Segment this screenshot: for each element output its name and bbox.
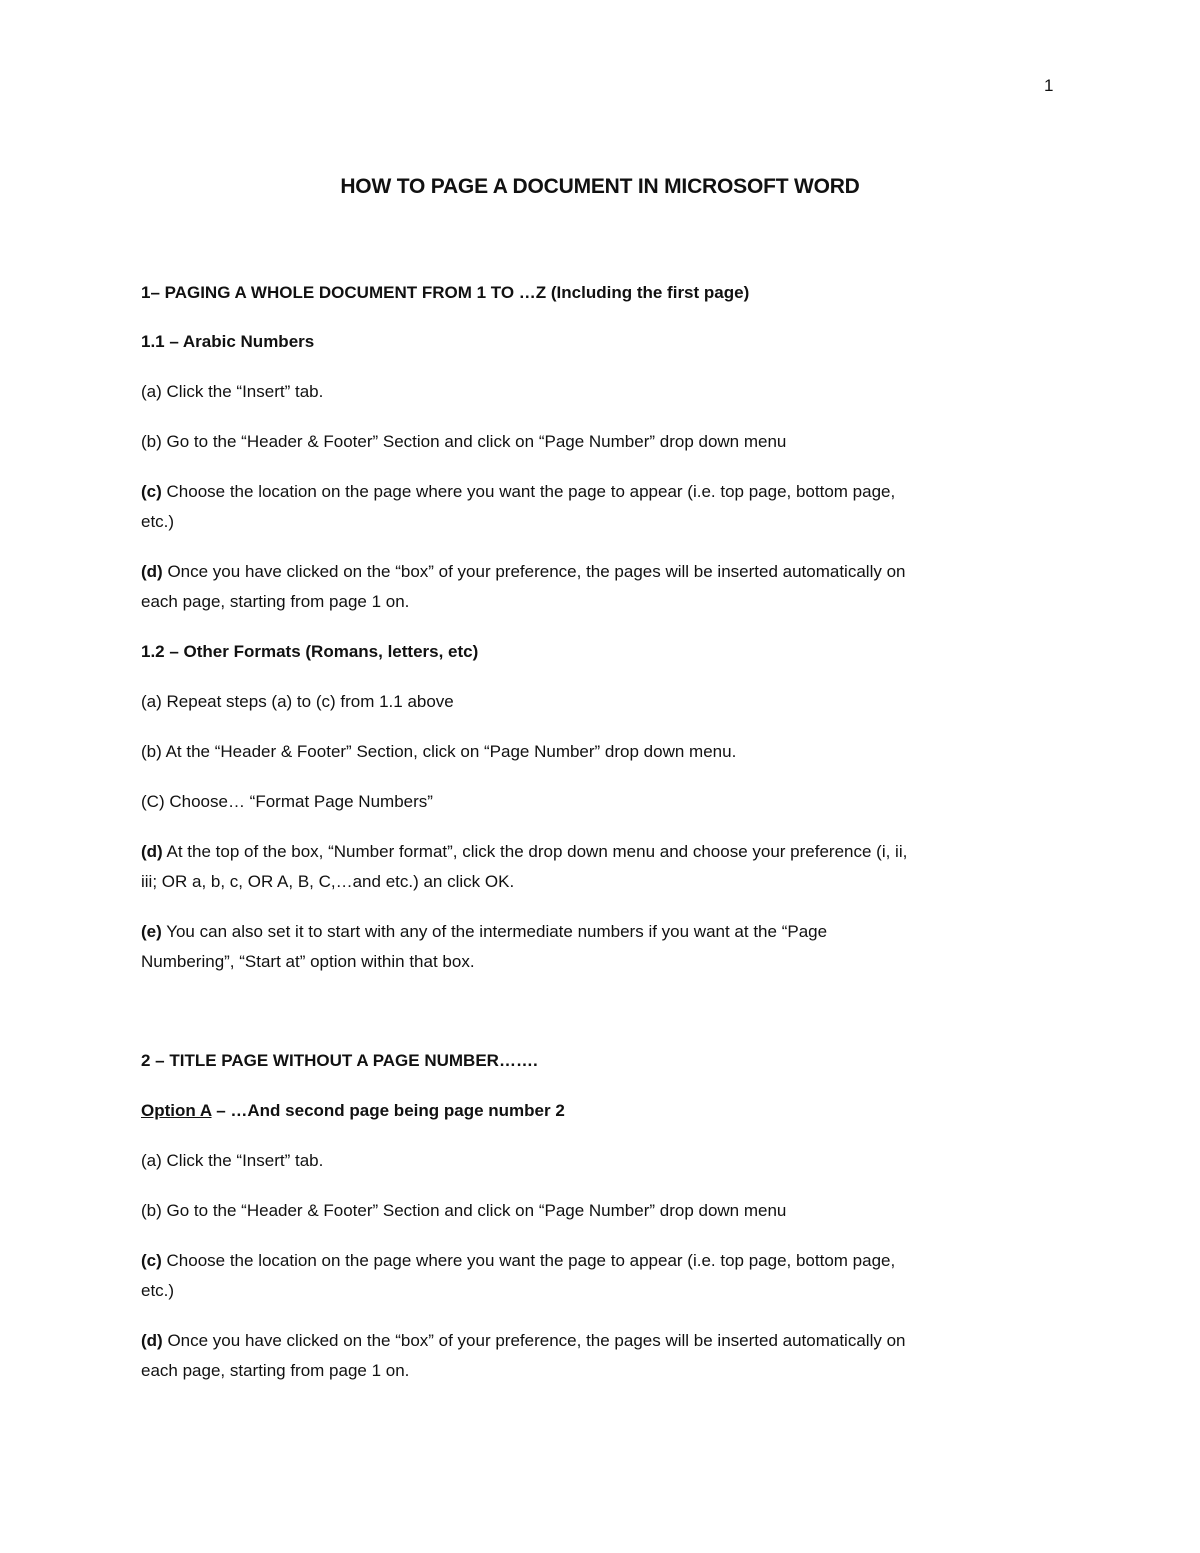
step-marker: (b)	[141, 1201, 162, 1220]
step-1-1-d-continued: each page, starting from page 1 on.	[141, 592, 410, 611]
step-1-2-d	[141, 837, 1061, 867]
step-marker: (a)	[141, 1151, 162, 1170]
step-1-2-a	[141, 687, 1061, 717]
document-title: HOW TO PAGE A DOCUMENT IN MICROSOFT WORD	[340, 175, 860, 198]
step-text: Repeat steps (a) to (c) from 1.1 above	[166, 692, 454, 711]
step-1-2-b	[141, 737, 1061, 767]
step-1-2-c	[141, 787, 1061, 817]
step-1-1-b	[141, 427, 1061, 457]
section-1-heading: 1– PAGING A WHOLE DOCUMENT FROM 1 TO …Z (Including the first page)	[141, 283, 750, 302]
step-1-2-e	[141, 917, 1061, 947]
section-1-2-heading: 1.2 – Other Formats (Romans, letters, etc)	[141, 642, 479, 661]
step-marker: (d)	[141, 562, 163, 581]
step-text: Click the “Insert” tab.	[166, 382, 324, 401]
option-a-heading	[141, 1096, 1061, 1126]
step-2-c-continued: etc.)	[141, 1281, 175, 1300]
step-text: Choose… “Format Page Numbers”	[169, 792, 433, 811]
step-2-a	[141, 1146, 1061, 1176]
step-1-2-e-continued: Numbering”, “Start at” option within that box.	[141, 952, 475, 971]
step-marker: (d)	[141, 842, 163, 861]
step-text: Go to the “Header & Footer” Section and click on “Page Number” drop down menu	[166, 1201, 787, 1220]
step-2-b	[141, 1196, 1061, 1226]
step-text: Go to the “Header & Footer” Section and click on “Page Number” drop down menu	[166, 432, 787, 451]
step-marker: (a)	[141, 382, 162, 401]
step-2-c	[141, 1246, 1061, 1276]
step-1-1-c	[141, 477, 1061, 507]
step-text: At the “Header & Footer” Section, click on “Page Number” drop down menu.	[165, 742, 737, 761]
step-marker: (C)	[141, 792, 165, 811]
section-2-heading: 2 – TITLE PAGE WITHOUT A PAGE NUMBER…….	[141, 1051, 538, 1070]
step-text: Choose the location on the page where you want the page to appear (i.e. top page, bottom page,	[166, 482, 896, 501]
step-marker: (c)	[141, 482, 162, 501]
step-1-1-c-continued: etc.)	[141, 512, 175, 531]
section-1-1-heading: 1.1 – Arabic Numbers	[141, 332, 315, 351]
step-marker: (d)	[141, 1331, 163, 1350]
step-text: Choose the location on the page where you want the page to appear (i.e. top page, bottom page,	[166, 1251, 896, 1270]
step-marker: (b)	[141, 742, 162, 761]
step-text: You can also set it to start with any of the intermediate numbers if you want at the “Page	[166, 922, 828, 941]
page-number: 1	[1044, 76, 1054, 95]
step-marker: (a)	[141, 692, 162, 711]
step-1-2-d-continued: iii; OR a, b, c, OR A, B, C,…and etc.) an click OK.	[141, 872, 515, 891]
option-a-description: – …And second page being page number 2	[211, 1101, 565, 1120]
step-marker: (e)	[141, 922, 162, 941]
step-marker: (b)	[141, 432, 162, 451]
step-text: At the top of the box, “Number format”, click the drop down menu and choose your preference (i, ii,	[166, 842, 908, 861]
step-text: Once you have clicked on the “box” of your preference, the pages will be inserted automatically on	[167, 1331, 906, 1350]
step-marker: (c)	[141, 1251, 162, 1270]
step-1-1-d	[141, 557, 1061, 587]
option-a-label: Option A	[141, 1101, 212, 1120]
step-2-d-continued: each page, starting from page 1 on.	[141, 1361, 410, 1380]
step-text: Once you have clicked on the “box” of your preference, the pages will be inserted automatically on	[167, 562, 906, 581]
step-2-d	[141, 1326, 1061, 1356]
step-1-1-a	[141, 377, 1061, 407]
step-text: Click the “Insert” tab.	[166, 1151, 324, 1170]
